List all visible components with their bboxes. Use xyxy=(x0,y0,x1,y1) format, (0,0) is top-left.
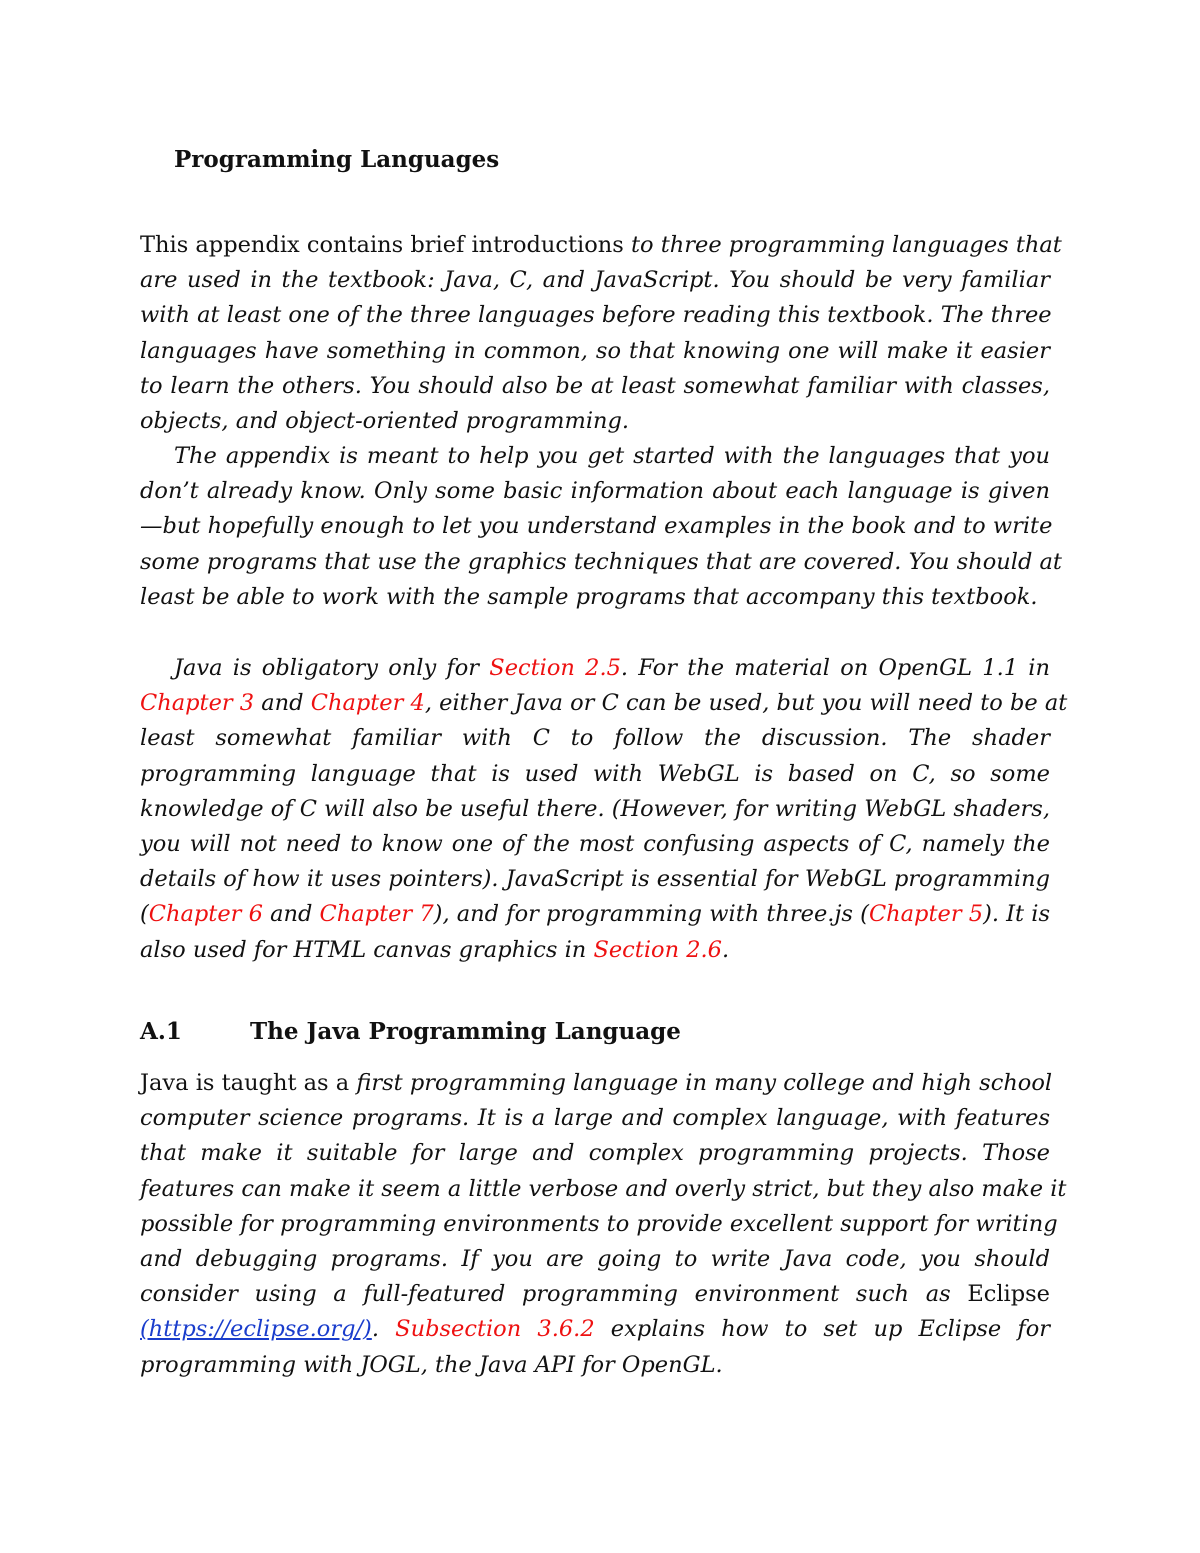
text-line: to learn the others. You should also be at least somewhat familiar with classes, xyxy=(140,372,1050,399)
text-line: (https://eclipse.org/). Subsection 3.6.2 explains how to set up Eclipse for xyxy=(140,1316,1051,1343)
text-line: some programs that use the graphics techniques that are covered. You should at xyxy=(140,548,1062,575)
text-line: least be able to work with the sample programs that accompany this textbook. xyxy=(140,583,1038,610)
chapter-5-link[interactable]: Chapter 5 xyxy=(868,901,984,928)
java-intro-paragraph xyxy=(140,1066,1067,1383)
text-line: details of how it uses pointers). JavaScript is essential for WebGL programming xyxy=(140,866,1050,893)
text-line: consider using a full-featured programming environment such as Eclipse xyxy=(140,1281,1050,1308)
chapter-4-link[interactable]: Chapter 4 xyxy=(310,690,425,717)
intro-paragraph xyxy=(140,228,1062,439)
text-line: objects, and object-oriented programming. xyxy=(140,407,630,434)
text-line: programming language that is used with WebGL is based on C, so some xyxy=(140,760,1050,787)
text-line: don’t already know. Only some basic information about each language is given xyxy=(140,478,1050,505)
text-line: features can make it seem a little verbose and overly strict, but they also make it xyxy=(140,1175,1067,1202)
section-title: The Java Programming Language xyxy=(250,1018,681,1045)
section-2-5-link[interactable]: Section 2.5 xyxy=(489,655,621,681)
text-line: Java is taught as a first programming language in many college and high school xyxy=(140,1070,1053,1096)
text-line: knowledge of C will also be useful there. (However, for writing WebGL shaders, xyxy=(140,795,1050,822)
text-line: languages have something in common, so that knowing one will make it easier xyxy=(140,337,1050,364)
text-line: Java is obligatory only for Section 2.5. For the material on OpenGL 1.1 in xyxy=(174,655,1050,681)
eclipse-url-link[interactable]: (https://eclipse.org/) xyxy=(140,1316,372,1343)
text-line: and debugging programs. If you are going to write Java code, you should xyxy=(140,1245,1050,1272)
text-line: that make it suitable for large and complex programming projects. Those xyxy=(140,1140,1050,1167)
text-line: computer science programs. It is a large and complex language, with features xyxy=(140,1105,1050,1132)
text-line: are used in the textbook: Java, C, and JavaScript. You should be very familiar xyxy=(140,267,1050,294)
section-heading xyxy=(140,1012,681,1052)
text-line: The appendix is meant to help you get started with the languages that you xyxy=(174,443,1050,469)
text-line: least somewhat familiar with C to follow the discussion. The shader xyxy=(140,725,1050,752)
text-line: with at least one of the three languages before reading this textbook. The three xyxy=(140,302,1052,329)
chapter-6-link[interactable]: Chapter 6 xyxy=(148,901,263,928)
text-line: This appendix contains brief introductions to three programming languages that xyxy=(140,232,1062,258)
subsection-3-6-2-link[interactable]: Subsection 3.6.2 xyxy=(395,1316,595,1343)
page-title: Programming Languages xyxy=(174,146,500,173)
appendix-purpose-paragraph xyxy=(140,439,1062,615)
text-line: (Chapter 6 and Chapter 7), and for programming with three.js (Chapter 5). It is xyxy=(140,901,1050,928)
chapter-7-link[interactable]: Chapter 7 xyxy=(319,901,434,928)
section-2-6-link[interactable]: Section 2.6 xyxy=(593,936,722,963)
text-line: programming with JOGL, the Java API for OpenGL. xyxy=(140,1351,723,1378)
text-line: —but hopefully enough to let you understand examples in the book and to write xyxy=(140,513,1053,540)
text-line: possible for programming environments to provide excellent support for writing xyxy=(140,1210,1058,1237)
text-line: also used for HTML canvas graphics in Section 2.6. xyxy=(140,936,730,963)
text-line: you will not need to know one of the most confusing aspects of C, namely the xyxy=(140,830,1050,857)
text-line: Chapter 3 and Chapter 4, either Java or C can be used, but you will need to be at xyxy=(140,690,1068,717)
java-requirements-paragraph xyxy=(140,651,1068,968)
section-number: A.1 xyxy=(140,1018,182,1045)
chapter-3-link[interactable]: Chapter 3 xyxy=(140,690,255,717)
